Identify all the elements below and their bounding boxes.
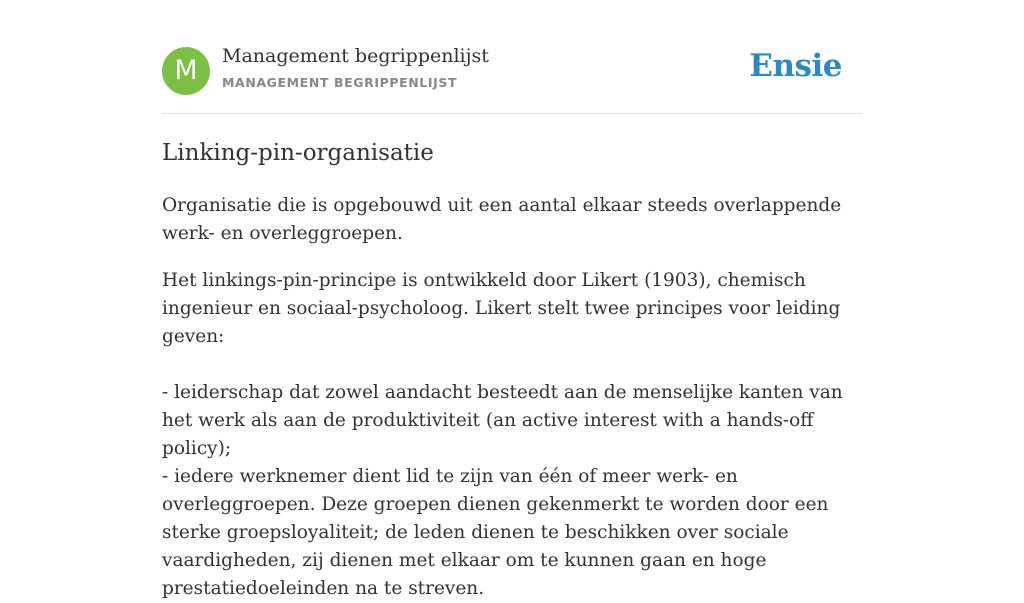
page-container: [162, 0, 862, 603]
body-principle-2: - iedere werknemer dient lid te zijn van één of meer werk- en overleggroepen. Deze groepen dienen gekenmerkt te worden door een sterke groepsloyaliteit; de leden dienen te beschikken over sociale vaardigheden, zij dienen met elkaar om te kunnen gaan en hoge prestatiedoeleinden na te streven.: [162, 466, 829, 599]
ensie-logo[interactable]: Ensie: [749, 48, 842, 84]
body-principle-1: - leiderschap dat zowel aandacht besteedt aan de menselijke kanten van het werk als aan de produktiviteit (an active interest with a hands-off policy);: [162, 382, 843, 459]
avatar[interactable]: M: [162, 47, 210, 95]
blank-line: [162, 351, 862, 379]
source-title[interactable]: Management begrippenlijst: [222, 45, 489, 67]
body-paragraph: [162, 267, 862, 603]
definition-paragraph: Organisatie die is opgebouwd uit een aantal elkaar steeds overlappende werk- en overleggroepen.: [162, 195, 842, 244]
source-subtitle: MANAGEMENT BEGRIPPENLIJST: [222, 75, 458, 90]
body-intro: Het linkings-pin-principe is ontwikkeld door Likert (1903), chemisch ingenieur en sociaal-psycholoog. Likert stelt twee principes voor leiding geven:: [162, 270, 841, 347]
header: [162, 0, 862, 114]
article-title: Linking-pin-organisatie: [162, 140, 434, 166]
